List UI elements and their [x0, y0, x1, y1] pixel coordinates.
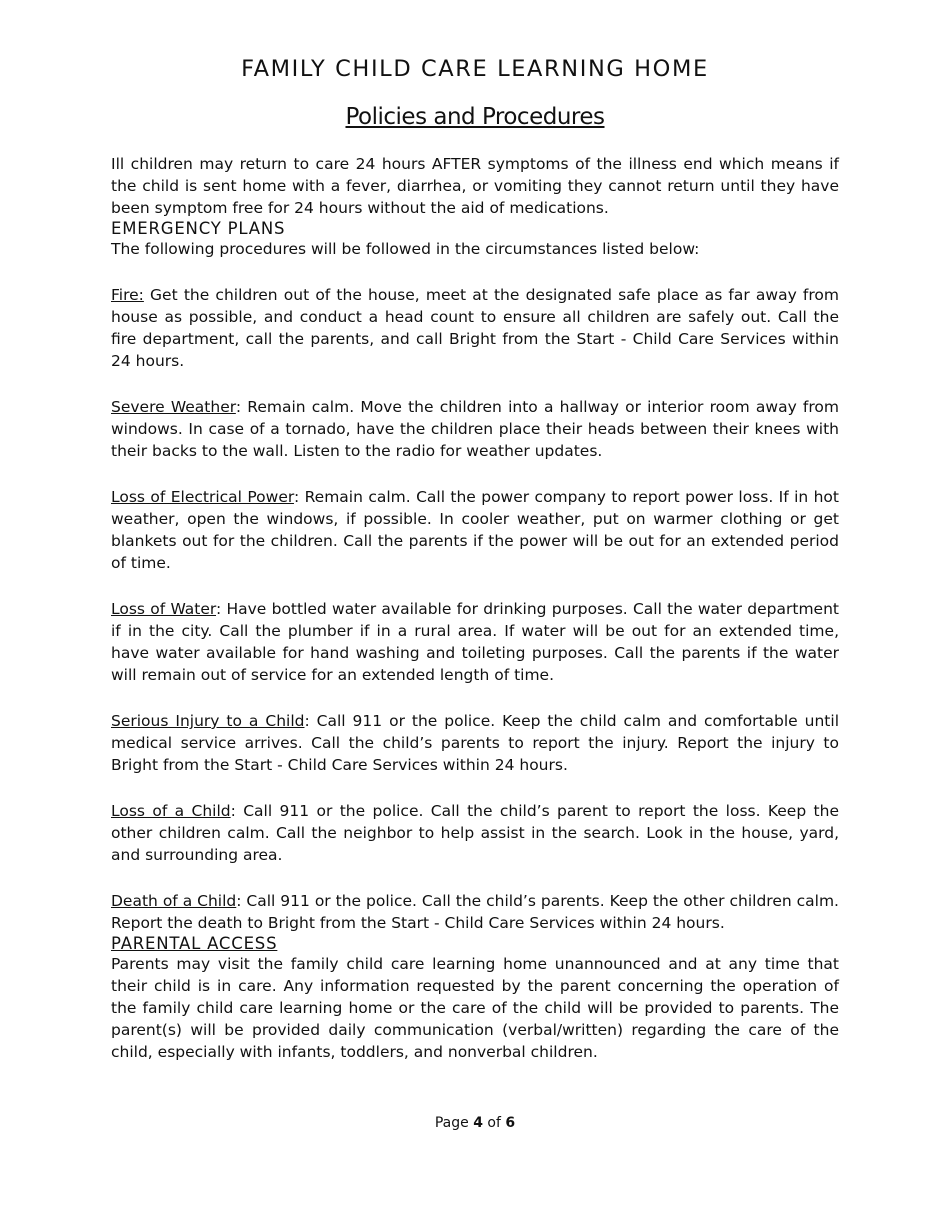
emergency-text: : Call 911 or the police. Call the child’s parents. Keep the other children calm. Report the death to Bright from the Start - Child Care Services within 24 hours. — [111, 892, 839, 932]
section-heading-parental-access: PARENTAL ACCESS — [111, 934, 278, 953]
emergency-label: Loss of Electrical Power — [111, 488, 294, 506]
page-current: 4 — [473, 1115, 483, 1131]
emergency-item-power — [111, 486, 839, 574]
emergency-label: Serious Injury to a Child — [111, 712, 305, 730]
parental-access-paragraph: Parents may visit the family child care learning home unannounced and at any time that their child is in care. Any information requested by the parent concerning the operation of the family child care learning home or the care of the child will be provided to parents. The parent(s) will be provided daily communication (verbal/written) regarding the care of the child, especially with infants, toddlers, and nonverbal children. — [111, 955, 839, 1061]
emergency-label: Loss of Water — [111, 600, 216, 618]
document-body — [111, 153, 839, 1063]
emergency-label: Loss of a Child — [111, 802, 231, 820]
page-of-word: of — [487, 1115, 501, 1131]
emergency-label: Severe Weather — [111, 398, 236, 416]
emergency-label: Death of a Child — [111, 892, 237, 910]
emergency-text: Get the children out of the house, meet at the designated safe place as far away from house as possible, and conduct a head count to ensure all children are safely out. Call the fire department, call the parents, and call Bright from the Start - Child Care Services within 24 hours. — [111, 286, 839, 370]
emergency-item-water — [111, 598, 839, 686]
emergency-item-death-of-child — [111, 890, 839, 934]
emergency-item-severe-weather — [111, 396, 839, 462]
emergency-item-fire — [111, 284, 839, 372]
emergency-item-injury — [111, 710, 839, 776]
emergency-lead: The following procedures will be followed in the circumstances listed below: — [111, 240, 700, 258]
emergency-text: : Remain calm. Move the children into a hallway or interior room away from windows. In case of a tornado, have the children place their heads between their knees with their backs to the wall. Listen to the radio for weather updates. — [111, 398, 839, 460]
page-total: 6 — [505, 1115, 516, 1131]
intro-paragraph: Ill children may return to care 24 hours AFTER symptoms of the illness end which means if the child is sent home with a fever, diarrhea, or vomiting they cannot return until they have been symptom free for 24 hours without the aid of medications. — [111, 155, 839, 217]
emergency-text: : Remain calm. Call the power company to report power loss. If in hot weather, open the windows, if possible. In cooler weather, put on warmer clothing or get blankets out for the children. Call the parents if the power will be out for an extended period of time. — [111, 488, 839, 572]
section-heading-emergency: EMERGENCY PLANS — [111, 219, 286, 238]
emergency-text: : Call 911 or the police. Call the child’s parent to report the loss. Keep the other children calm. Call the neighbor to help assist in the search. Look in the house, yard, and surrounding area. — [111, 802, 839, 864]
emergency-text: : Call 911 or the police. Keep the child calm and comfortable until medical service arrives. Call the child’s parents to report the injury. Report the injury to Bright from the Start - Child Care Services within 24 hours. — [111, 712, 840, 774]
page-word: Page — [434, 1115, 469, 1131]
emergency-text: : Have bottled water available for drinking purposes. Call the water department if in the city. Call the plumber if in a rural area. If water will be out for an extended time, have water available for hand washing and toileting purposes. Call the parents if the water will remain out of service for an extended length of time. — [111, 600, 839, 684]
document-title: FAMILY CHILD CARE LEARNING HOME — [241, 56, 709, 82]
emergency-label: Fire: — [111, 286, 144, 304]
page-footer — [0, 1115, 950, 1131]
document-subtitle: Policies and Procedures — [345, 104, 605, 130]
emergency-item-loss-of-child — [111, 800, 839, 866]
